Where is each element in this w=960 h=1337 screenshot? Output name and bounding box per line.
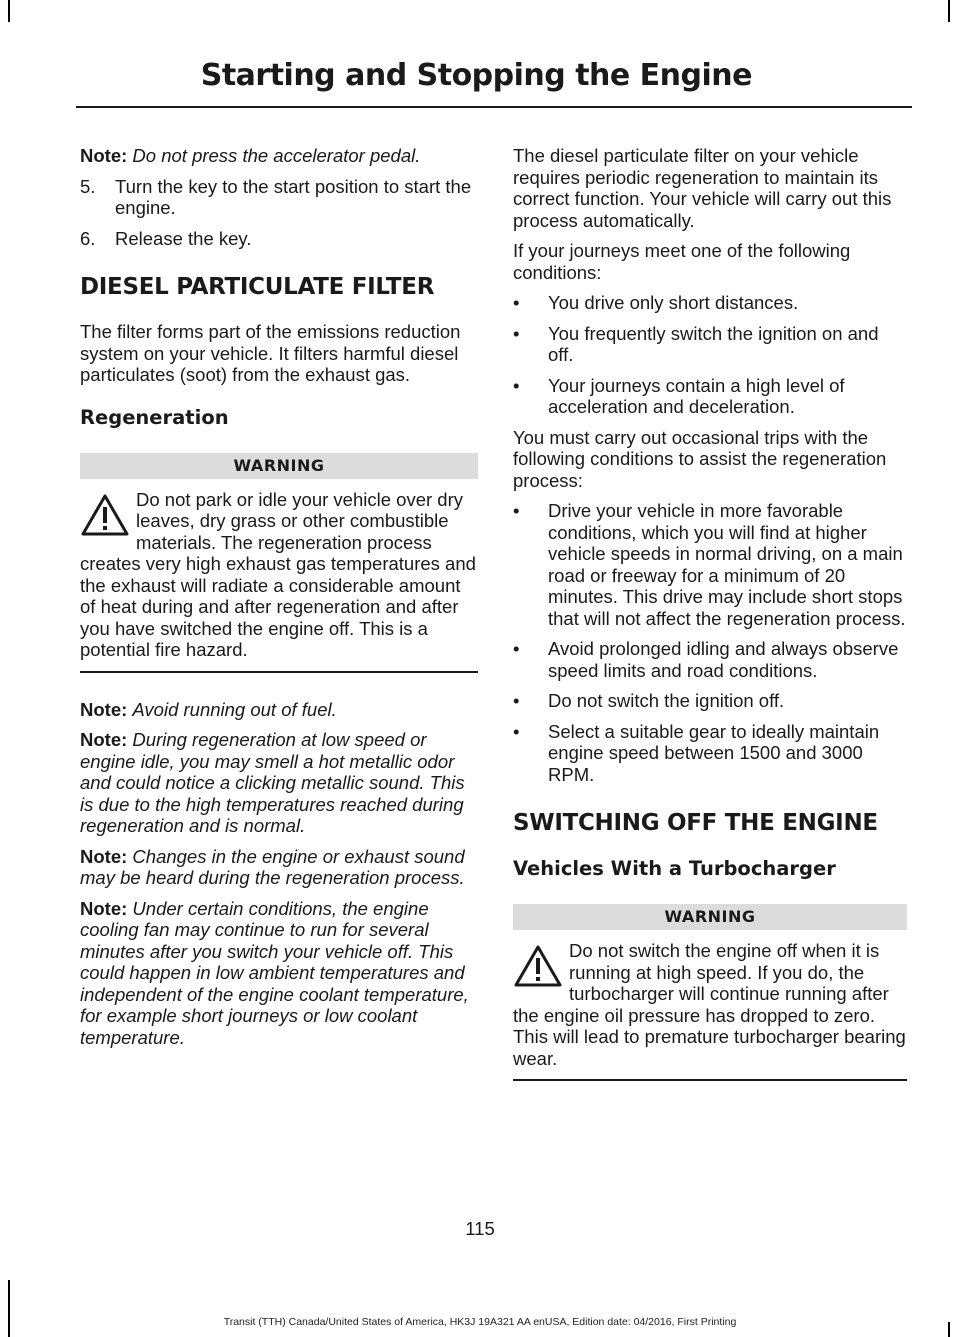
dpf-intro: The filter forms part of the emissions reduction system on your vehicle. It filters harmful diesel particulates (soot) from the exhaust gas. xyxy=(80,321,461,385)
footer-text: Transit (TTH) Canada/United States of America, HK3J 19A321 AA enUSA, Edition date: 04/2016, First Printing xyxy=(223,1316,737,1328)
warning-box xyxy=(513,940,907,1081)
bullet: • xyxy=(513,374,520,396)
bullet: • xyxy=(513,638,520,659)
list-item xyxy=(513,690,907,712)
list-item xyxy=(513,323,907,366)
paragraph: The diesel particulate filter on your vehicle requires periodic regeneration to maintain its correct function. Your vehicle will carry out this process automatically. xyxy=(513,145,892,231)
crop-mark-top-left xyxy=(8,0,10,22)
crop-mark-bottom-left xyxy=(8,1280,10,1337)
conditions-list xyxy=(513,292,907,418)
warning-triangle-icon xyxy=(513,944,563,988)
list-item xyxy=(513,638,907,681)
note-label: Note: xyxy=(80,897,128,919)
crop-mark-top-right xyxy=(948,0,950,22)
step-text: Release the key. xyxy=(115,227,252,249)
step-text: Turn the key to the start position to start the engine. xyxy=(115,175,472,218)
list-item xyxy=(513,721,907,786)
bullet: • xyxy=(513,292,520,313)
list-item xyxy=(513,375,907,418)
note-label: Note: xyxy=(80,145,128,166)
step-number: 6. xyxy=(80,227,96,249)
list-item xyxy=(80,228,478,250)
bullet: • xyxy=(513,322,520,344)
bullet: • xyxy=(513,690,520,711)
list-item-text: Select a suitable gear to ideally maintain engine speed between 1500 and 3000 RPM. xyxy=(548,720,880,785)
subheading-turbocharger: Vehicles With a Turbocharger xyxy=(513,857,836,880)
warning-text: Do not switch the engine off when it is running at high speed. If you do, the turbocharger will continue running after the engine oil pressure has dropped to zero. This will lead to premature turbocharger bearing wear. xyxy=(513,940,906,1069)
section-heading-switching-off: SWITCHING OFF THE ENGINE xyxy=(513,810,878,836)
list-item-text: Your journeys contain a high level of acceleration and deceleration. xyxy=(548,374,845,417)
section-heading-dpf: DIESEL PARTICULATE FILTER xyxy=(80,274,435,300)
page-title: Starting and Stopping the Engine xyxy=(200,58,752,93)
step-list xyxy=(80,176,478,250)
note-text: Do not press the accelerator pedal. xyxy=(132,145,421,166)
warning-header: WARNING xyxy=(80,453,478,479)
note-label: Note: xyxy=(80,729,128,750)
note xyxy=(80,145,478,167)
subheading-regeneration: Regeneration xyxy=(80,405,229,429)
right-column xyxy=(513,145,907,1107)
note xyxy=(80,699,478,721)
note-text: Avoid running out of fuel. xyxy=(132,698,337,720)
warning-box xyxy=(80,489,478,673)
note xyxy=(80,898,478,1049)
warning-triangle-icon xyxy=(80,493,130,537)
warning-text: Do not park or idle your vehicle over dry leaves, dry grass or other combustible materials. The regeneration process creates very high exhaust gas temperatures and the exhaust will radiate a considerable amount of heat during and after regeneration and after you have switched the engine off. This is a potential fire hazard. xyxy=(80,488,476,660)
page-number: 115 xyxy=(465,1218,495,1239)
list-item-text: Avoid prolonged idling and always observe speed limits and road conditions. xyxy=(548,638,899,681)
bullet: • xyxy=(513,720,520,742)
paragraph: If your journeys meet one of the following conditions: xyxy=(513,240,851,283)
note-label: Note: xyxy=(80,698,128,720)
list-item xyxy=(513,500,907,629)
step-number: 5. xyxy=(80,175,96,197)
left-column xyxy=(80,145,478,1057)
list-item xyxy=(80,176,478,219)
note-text: Changes in the engine or exhaust sound may be heard during the regeneration process. xyxy=(80,845,465,888)
note xyxy=(80,846,478,889)
list-item xyxy=(513,292,907,314)
note-label: Note: xyxy=(80,845,128,867)
note xyxy=(80,729,478,837)
list-item-text: You drive only short distances. xyxy=(548,292,799,313)
bullet: • xyxy=(513,500,520,521)
list-item-text: Do not switch the ignition off. xyxy=(548,690,785,711)
list-item-text: Drive your vehicle in more favorable conditions, which you will find at higher vehicle speeds in normal driving, on a main road or freeway for a minimum of 20 minutes. This drive may include short stops that will not affect the regeneration process. xyxy=(548,500,906,629)
assist-list xyxy=(513,500,907,785)
header-rule xyxy=(76,106,912,108)
list-item-text: You frequently switch the ignition on and off. xyxy=(548,322,879,365)
paragraph: You must carry out occasional trips with the following conditions to assist the regeneration process: xyxy=(513,426,887,491)
warning-header: WARNING xyxy=(513,904,907,930)
note-text: During regeneration at low speed or engine idle, you may smell a hot metallic odor and could notice a clicking metallic sound. This is due to the high temperatures reached during regeneration and is normal. xyxy=(80,729,465,836)
note-text: Under certain conditions, the engine cooling fan may continue to run for several minutes after you switch your vehicle off. This could happen in low ambient temperatures and independent of the engine coolant temperature, for example short journeys or low coolant temperature. xyxy=(80,897,469,1048)
